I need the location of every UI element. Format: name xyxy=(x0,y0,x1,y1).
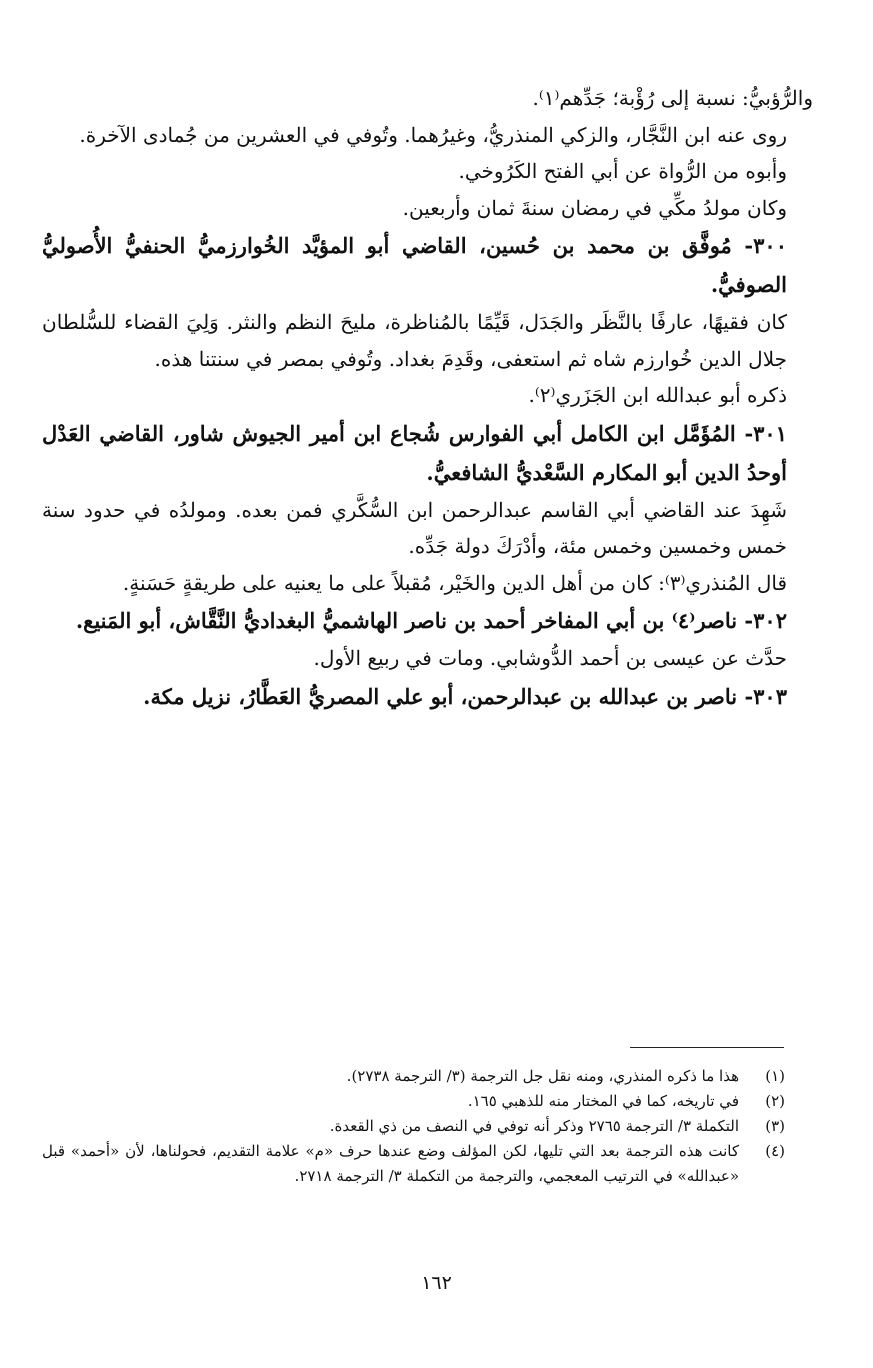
main-text xyxy=(42,80,813,716)
body-paragraph: وأبوه من الرُّواة عن أبي الفتح الكَرُوخي. xyxy=(458,159,787,183)
body-paragraph: والرُّؤبيُّ: نسبة إلى رُؤْبة؛ جَدِّهم⁽١⁾. xyxy=(532,86,813,110)
footnote-4 xyxy=(42,1139,785,1189)
body-paragraph: وكان مولدُ مكِّي في رمضان سنةَ ثمان وأربعين. xyxy=(402,195,787,220)
footnote-2 xyxy=(42,1089,785,1114)
body-paragraph: حدَّث عن عيسى بن أحمد الدُّوشابي. ومات في ربيع الأول. xyxy=(313,646,787,670)
footnote-number: (١) xyxy=(765,1067,785,1085)
body-paragraph: كان فقيهًا، عارفًا بالنَّظَر والجَدَل، قَيِّمًا بالمُناظرة، مليحَ النظم والنثر. وَلِيَ القضاء للسُّلطان جلال الدين خُوارزم شاه ثم استعفى، وقَدِمَ بغداد. وتُوفي بمصر في سنتنا هذه. xyxy=(42,310,787,371)
page-number: ١٦٢ xyxy=(421,1272,452,1294)
body-paragraph: ذكره أبو عبدالله ابن الجَزَري⁽٢⁾. xyxy=(528,383,787,407)
footnote-text: هذا ما ذكره المنذري، ومنه نقل جل الترجمة (٣/ الترجمة ٢٧٣٨). xyxy=(346,1067,739,1085)
entry-heading-302: ٣٠٢- ناصر⁽٤⁾ بن أبي المفاخر أحمد بن ناصر الهاشميُّ البغداديُّ النَّقَّاش، أبو المَنيع. xyxy=(75,608,787,633)
footnote-number: (٤) xyxy=(765,1142,785,1160)
entry-heading-300: ٣٠٠- مُوفَّق بن محمد بن حُسين، القاضي أبو المؤيَّد الخُوارزميُّ الحنفيُّ الأُصوليُّ الصوفيُّ. xyxy=(42,233,787,297)
footnote-1 xyxy=(42,1064,785,1089)
footnote-text: التكملة ٣/ الترجمة ٢٧٦٥ وذكر أنه توفي في النصف من ذي القعدة. xyxy=(329,1117,739,1135)
entry-heading-301: ٣٠١- المُؤَمَّل ابن الكامل أبي الفوارس شُجاع ابن أمير الجيوش شاور، القاضي العَدْل أوحدُ الدين أبو المكارم السَّعْديُّ الشافعيُّ. xyxy=(42,420,787,485)
body-paragraph: شَهِدَ عند القاضي أبي القاسم عبدالرحمن ابن السُّكَّري فمن بعده. ومولدُه في حدود سنة خمس وخمسين وخمس مئة، وأدْرَكَ دولة جَدِّه. xyxy=(42,497,787,558)
footnote-separator xyxy=(630,1047,784,1048)
footnote-number: (٣) xyxy=(765,1117,785,1135)
body-paragraph: روى عنه ابن النَّجَّار، والزكي المنذريُّ، وغيرُهما. وتُوفي في العشرين من جُمادى الآخرة. xyxy=(79,122,787,147)
body-paragraph: قال المُنذري⁽٣⁾: كان من أهل الدين والخَيْر، مُقبلاً على ما يعنيه على طريقةٍ حَسَنةٍ. xyxy=(122,570,787,595)
entry-heading-303: ٣٠٣- ناصر بن عبدالله بن عبدالرحمن، أبو علي المصريُّ العَطَّارُ، نزيل مكة. xyxy=(143,683,787,709)
footnote-3 xyxy=(42,1114,785,1139)
footnote-number: (٢) xyxy=(765,1092,785,1110)
footnote-text: في تاريخه، كما في المختار منه للذهبي ١٦٥. xyxy=(467,1092,739,1110)
footnotes xyxy=(42,1064,785,1189)
footnote-text: كانت هذه الترجمة بعد التي تليها، لكن المؤلف وضع عندها حرف «م» علامة التقديم، فحولناها، لأن «أحمد» قبل «عبدالله» في الترتيب المعجمي، والترجمة من التكملة ٣/ الترجمة ٢٧١٨. xyxy=(42,1142,739,1185)
